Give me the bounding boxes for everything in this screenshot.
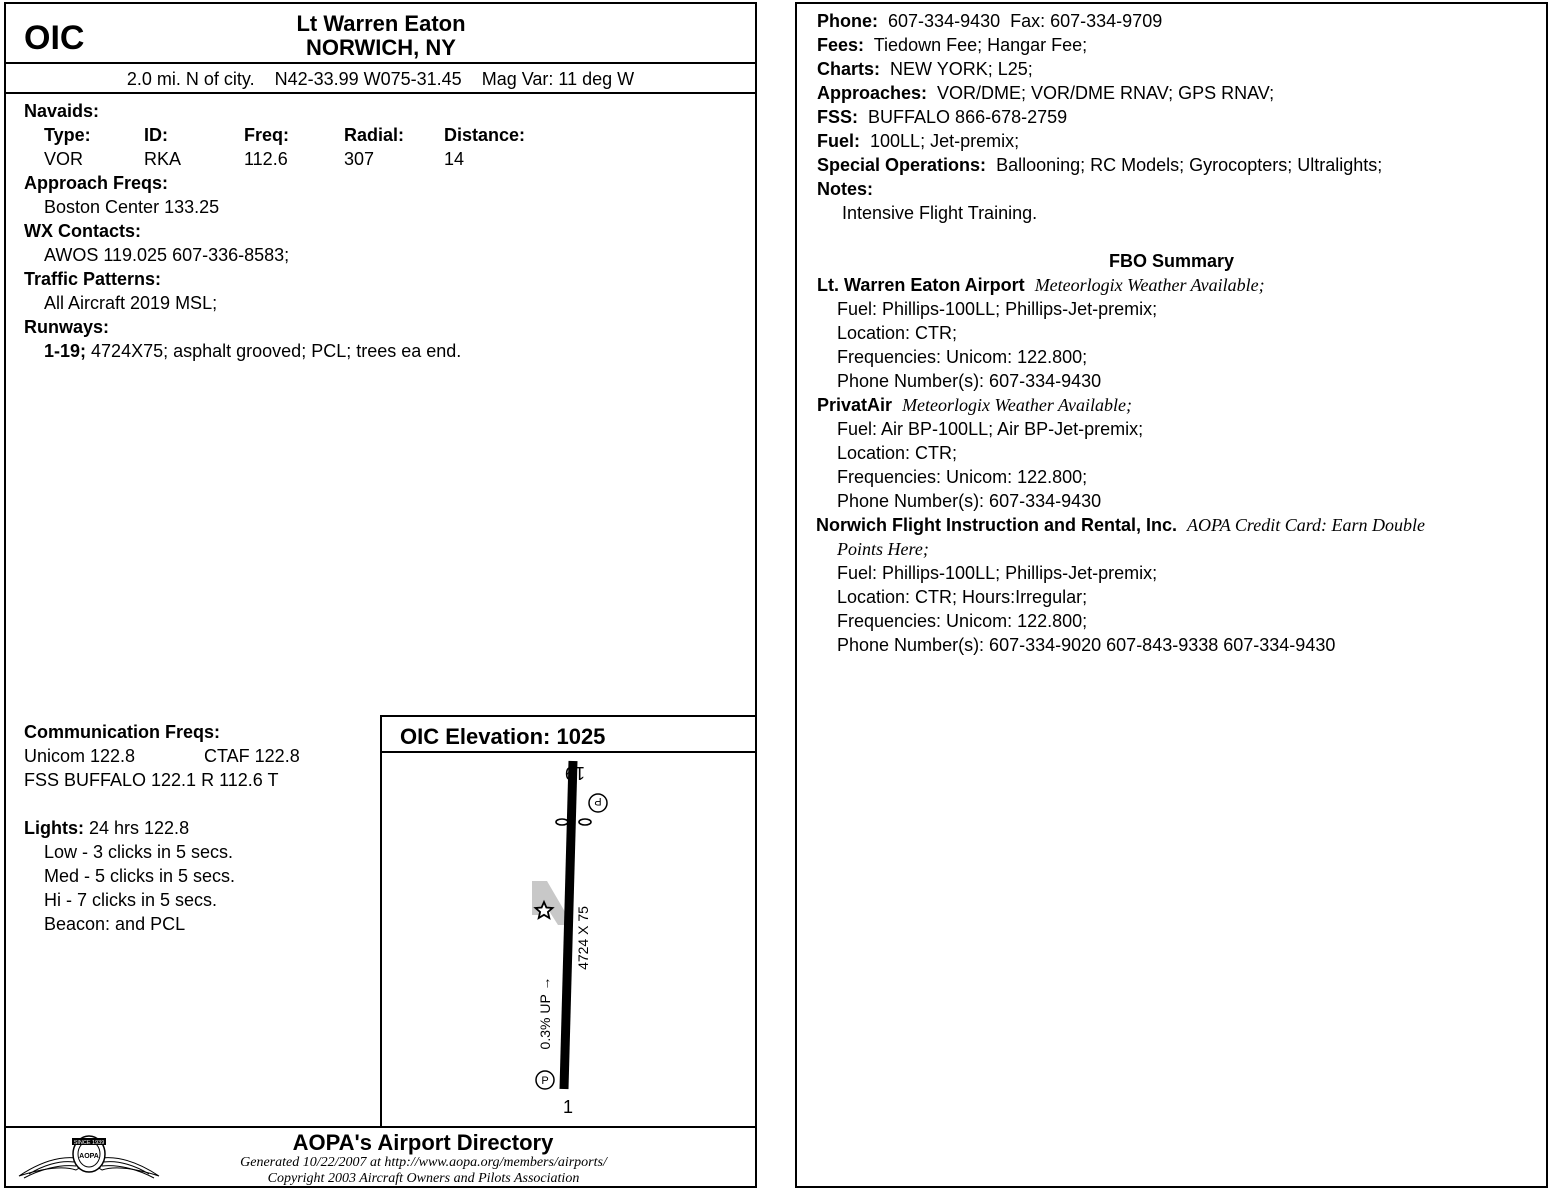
fss-value: BUFFALO 866-678-2759 [868,107,1068,127]
footer-generated: Generated 10/22/2007 at http://www.aopa.org/members/airports/ [240,1155,607,1170]
lights-line [24,816,189,840]
fbo-2-phone: Phone Number(s): 607-334-9430 [837,491,1102,511]
airport-name: Lt Warren Eaton [296,11,466,36]
fbo-2-frequencies: Frequencies: Unicom: 122.800; [837,467,1088,487]
traffic-value: All Aircraft 2019 MSL; [44,293,218,313]
special-ops-value: Ballooning; RC Models; Gyrocopters; Ultralights; [996,155,1383,175]
approaches-line [817,81,1274,105]
fbo-1-tag: Meteorlogix Weather Available; [1034,275,1265,295]
wx-heading: WX Contacts: [24,221,141,241]
logo-since: SINCE 1939 [73,1140,105,1146]
navaids-col-type: Type: [44,125,91,145]
runway-number-19: 19 [564,763,586,783]
navaid-id: RKA [144,149,182,169]
fbo-1-location: Location: CTR; [837,323,958,343]
papi-label-north: P [594,795,602,807]
lights-value: 24 hrs 122.8 [84,818,190,838]
fbo-3-tag: AOPA Credit Card: Earn Double [1187,515,1426,535]
fbo-3-header [816,513,1425,537]
runway-diagram [382,753,757,1126]
phone-value: 607-334-9430 Fax: 607-334-9709 [888,11,1163,31]
airport-title [206,12,556,60]
fbo-3-frequencies: Frequencies: Unicom: 122.800; [837,611,1088,631]
fbo-1-name: Lt. Warren Eaton Airport [817,275,1025,295]
approaches-value: VOR/DME; VOR/DME RNAV; GPS RNAV; [937,83,1275,103]
runway-desc: 4724X75; asphalt grooved; PCL; trees ea end. [86,341,462,361]
comm-ctaf: CTAF 122.8 [204,746,300,766]
fbo-3-phone: Phone Number(s): 607-334-9020 607-843-9338 607-334-9430 [837,635,1336,655]
fbo-2-tag: Meteorlogix Weather Available; [902,395,1133,415]
comm-heading: Communication Freqs: [24,722,221,742]
airport-details-panel [795,2,1548,1188]
fbo-1-phone: Phone Number(s): 607-334-9430 [837,371,1102,391]
location-line: 2.0 mi. N of city. N42-33.99 W075-31.45 Mag Var: 11 deg W [126,69,635,89]
fss-label: FSS: [817,107,859,127]
logo-text: AOPA [79,1153,99,1160]
fbo-1-header [817,273,1265,297]
fees-label: Fees: [817,35,865,55]
airport-ident: OIC [24,19,85,57]
fbo-3-name: Norwich Flight Instruction and Rental, Inc. [816,515,1178,535]
fbo-2-fuel: Fuel: Air BP-100LL; Air BP-Jet-premix; [837,419,1144,439]
fbo-1-frequencies: Frequencies: Unicom: 122.800; [837,347,1088,367]
lights-hi: Hi - 7 clicks in 5 secs. [44,890,218,910]
runway-line [44,339,461,363]
runways-heading: Runways: [24,317,110,337]
airport-info-panel [4,2,757,1188]
wx-value: AWOS 119.025 607-336-8583; [44,245,290,265]
fuel-label: Fuel: [817,131,860,151]
fees-value: Tiedown Fee; Hangar Fee; [873,35,1088,55]
navaid-type: VOR [44,149,84,169]
lights-beacon: Beacon: and PCL [44,914,186,934]
fuel-line [817,129,1019,153]
fbo-3-fuel: Fuel: Phillips-100LL; Phillips-Jet-premix; [837,563,1158,583]
comm-fss: FSS BUFFALO 122.1 R 112.6 T [24,770,279,790]
elevation-title: OIC Elevation: 1025 [400,724,606,749]
fees-line [817,33,1087,57]
special-ops-label: Special Operations: [817,155,987,175]
airport-city: NORWICH, NY [306,35,456,60]
runway-strip [564,761,573,1089]
fbo-2-header [817,393,1132,417]
lights-med: Med - 5 clicks in 5 secs. [44,866,236,886]
fbo-1-fuel: Fuel: Phillips-100LL; Phillips-Jet-premix; [837,299,1158,319]
traffic-heading: Traffic Patterns: [24,269,162,289]
charts-line [817,57,1033,81]
navaids-col-id: ID: [144,125,168,145]
footer-title: AOPA's Airport Directory [292,1130,554,1155]
aopa-logo [14,1132,164,1182]
navaids-col-radial: Radial: [344,125,405,145]
fbo-2-location: Location: CTR; [837,443,958,463]
navaid-radial: 307 [344,149,375,169]
runway-id: 1-19; [44,341,87,361]
approach-heading: Approach Freqs: [24,173,169,193]
navaids-heading: Navaids: [24,101,100,121]
divider [6,62,755,64]
navaids-col-distance: Distance: [444,125,526,145]
special-ops-line [817,153,1382,177]
charts-value: NEW YORK; L25; [890,59,1033,79]
approach-value: Boston Center 133.25 [44,197,220,217]
fbo-heading: FBO Summary [1108,251,1235,271]
airport-diagram-box [380,715,757,1126]
lights-low: Low - 3 clicks in 5 secs. [44,842,234,862]
divider [6,92,755,94]
notes-value: Intensive Flight Training. [842,203,1038,223]
footer-copyright: Copyright 2003 Aircraft Owners and Pilots Association [267,1171,580,1186]
papi-label-south: P [541,1075,549,1087]
fbo-2-name: PrivatAir [817,395,893,415]
navaids-col-freq: Freq: [244,125,289,145]
navaid-distance: 14 [444,149,465,169]
runway-number-1: 1 [562,1097,574,1117]
runway-dimensions: 4724 X 75 [575,906,591,970]
notes-label: Notes: [817,179,874,199]
phone-label: Phone: [817,11,878,31]
fuel-value: 100LL; Jet-premix; [870,131,1020,151]
fbo-3-tag-continued: Points Here; [837,539,929,559]
phone-line [817,9,1162,33]
runway-slope: 0.3% UP → [537,976,553,1050]
lights-heading: Lights: [24,818,84,838]
divider [6,1126,755,1128]
comm-unicom: Unicom 122.8 [24,746,136,766]
charts-label: Charts: [817,59,881,79]
fss-line [817,105,1067,129]
approaches-label: Approaches: [817,83,928,103]
fbo-3-location: Location: CTR; Hours:Irregular; [837,587,1088,607]
navaid-freq: 112.6 [244,149,288,169]
